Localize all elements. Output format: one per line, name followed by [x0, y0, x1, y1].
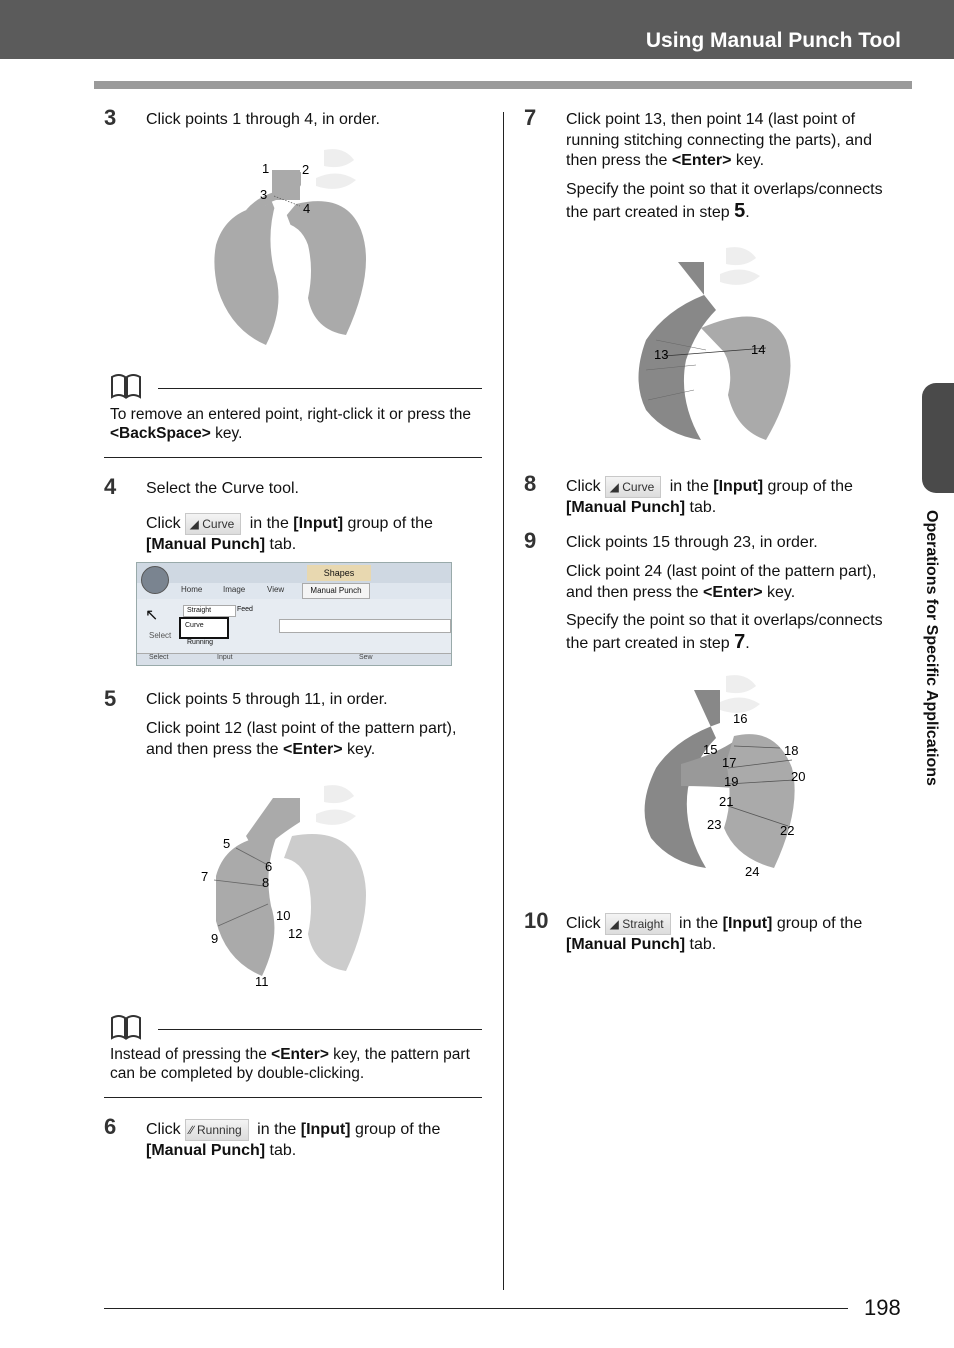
- point-label: 17: [722, 755, 737, 770]
- point-label: 4: [303, 201, 311, 216]
- step-number: 8: [524, 471, 537, 496]
- figure-points-13-14: [616, 240, 816, 445]
- section-tab: [922, 383, 954, 493]
- point-label: 1: [262, 161, 270, 176]
- figure-points-15-24: [616, 668, 816, 883]
- step-text: Click ◢ Straight in the [Input] group of the [Manual Punch] tab.: [566, 913, 906, 956]
- step-text: Click point 12 (last point of the pattern part), and then press the <Enter> key.: [146, 720, 457, 758]
- select-button[interactable]: Select: [149, 631, 172, 640]
- sew-dropdown[interactable]: [279, 619, 451, 633]
- ribbon-screenshot: [136, 562, 452, 666]
- step-text: Select the Curve tool.: [146, 480, 299, 497]
- point-label: 16: [733, 711, 748, 726]
- select-arrow-icon[interactable]: ↖: [145, 607, 159, 624]
- step-text: Click ∕∕ Running in the [Input] group of the [Manual Punch] tab.: [146, 1119, 486, 1162]
- point-label: 11: [255, 974, 269, 989]
- step-number: 4: [104, 474, 117, 499]
- step-number: 10: [524, 908, 549, 933]
- step-text: Click points 15 through 23, in order.: [566, 534, 818, 551]
- column-divider: [503, 112, 504, 1290]
- point-label: 12: [288, 926, 303, 941]
- tab-image[interactable]: Image: [223, 585, 246, 594]
- point-label: 14: [751, 342, 766, 357]
- point-label: 5: [223, 836, 231, 851]
- point-label: 10: [276, 908, 291, 923]
- point-label: 24: [745, 864, 760, 879]
- point-label: 3: [260, 187, 268, 202]
- curve-tool-chip: ◢ Curve: [185, 513, 242, 535]
- step-text: Click point 24 (last point of the pattern part), and then press the <Enter> key.: [566, 563, 877, 601]
- step-text: Click ◢ Curve in the [Input] group of the [Manual Punch] tab.: [146, 513, 476, 556]
- step-number: 6: [104, 1114, 117, 1139]
- figure-points-1-4: [196, 140, 396, 355]
- point-label: 8: [262, 875, 270, 890]
- point-label: 19: [724, 774, 739, 789]
- page-title: Using Manual Punch Tool: [645, 29, 901, 52]
- tab-manual-punch[interactable]: Manual Punch: [302, 583, 370, 599]
- note-text: Instead of pressing the <Enter> key, the pattern part can be completed by double-clicking.: [110, 1046, 470, 1082]
- point-label: 13: [654, 347, 669, 362]
- point-label: 6: [265, 859, 273, 874]
- tab-home[interactable]: Home: [181, 585, 203, 594]
- step-text: Click points 1 through 4, in order.: [146, 111, 380, 128]
- note-rule: [158, 388, 482, 389]
- page-number: 198: [864, 1295, 901, 1320]
- step-number: 3: [104, 105, 117, 130]
- point-label: 9: [211, 931, 219, 946]
- point-label: 7: [201, 869, 209, 884]
- point-label: 23: [707, 817, 722, 832]
- step-text: Click ◢ Curve in the [Input] group of the [Manual Punch] tab.: [566, 476, 906, 519]
- note-text: To remove an entered point, right-click it or press the <BackSpace> key.: [110, 406, 471, 442]
- step-text: Click point 13, then point 14 (last point of running stitching connecting the parts), and then press the <Enter> key.: [566, 111, 872, 169]
- note-book-icon: [110, 373, 142, 399]
- curve-tool-chip: ◢ Curve: [605, 476, 662, 498]
- contextual-tab-shapes[interactable]: Shapes: [307, 565, 371, 581]
- step-number: 9: [524, 528, 537, 553]
- feed-button[interactable]: Feed: [237, 606, 253, 613]
- header-underline: [94, 81, 912, 89]
- point-label: 2: [302, 162, 310, 177]
- group-sew-label: Sew: [359, 654, 373, 661]
- footer-rule: [104, 1308, 848, 1309]
- figure-points-5-12: [196, 776, 396, 991]
- running-tool-chip: ∕∕ Running: [185, 1119, 249, 1141]
- group-select-label: Select: [149, 654, 169, 661]
- step-number: 7: [524, 105, 537, 130]
- point-label: 20: [791, 769, 806, 784]
- step-text: Click points 5 through 11, in order.: [146, 691, 388, 708]
- note-rule: [104, 457, 482, 458]
- running-button[interactable]: Running: [187, 639, 214, 646]
- step-text: Specify the point so that it overlaps/connects the part created in step 7.: [566, 612, 883, 653]
- point-label: 15: [703, 742, 718, 757]
- app-button-icon[interactable]: [141, 566, 169, 594]
- tab-view[interactable]: View: [267, 585, 285, 594]
- note-book-icon: [110, 1014, 142, 1040]
- point-label: 22: [780, 823, 795, 838]
- point-label: 21: [719, 794, 734, 809]
- point-label: 18: [784, 743, 799, 758]
- note-rule: [158, 1029, 482, 1030]
- straight-tool-chip: ◢ Straight: [605, 913, 671, 935]
- straight-button[interactable]: Straight: [183, 605, 236, 617]
- curve-button[interactable]: Curve: [185, 622, 204, 629]
- group-input-label: Input: [217, 654, 233, 661]
- step-number: 5: [104, 686, 117, 711]
- section-label: Operations for Specific Applications: [923, 510, 940, 786]
- note-rule: [104, 1097, 482, 1098]
- step-text: Specify the point so that it overlaps/connects the part created in step 5.: [566, 181, 883, 222]
